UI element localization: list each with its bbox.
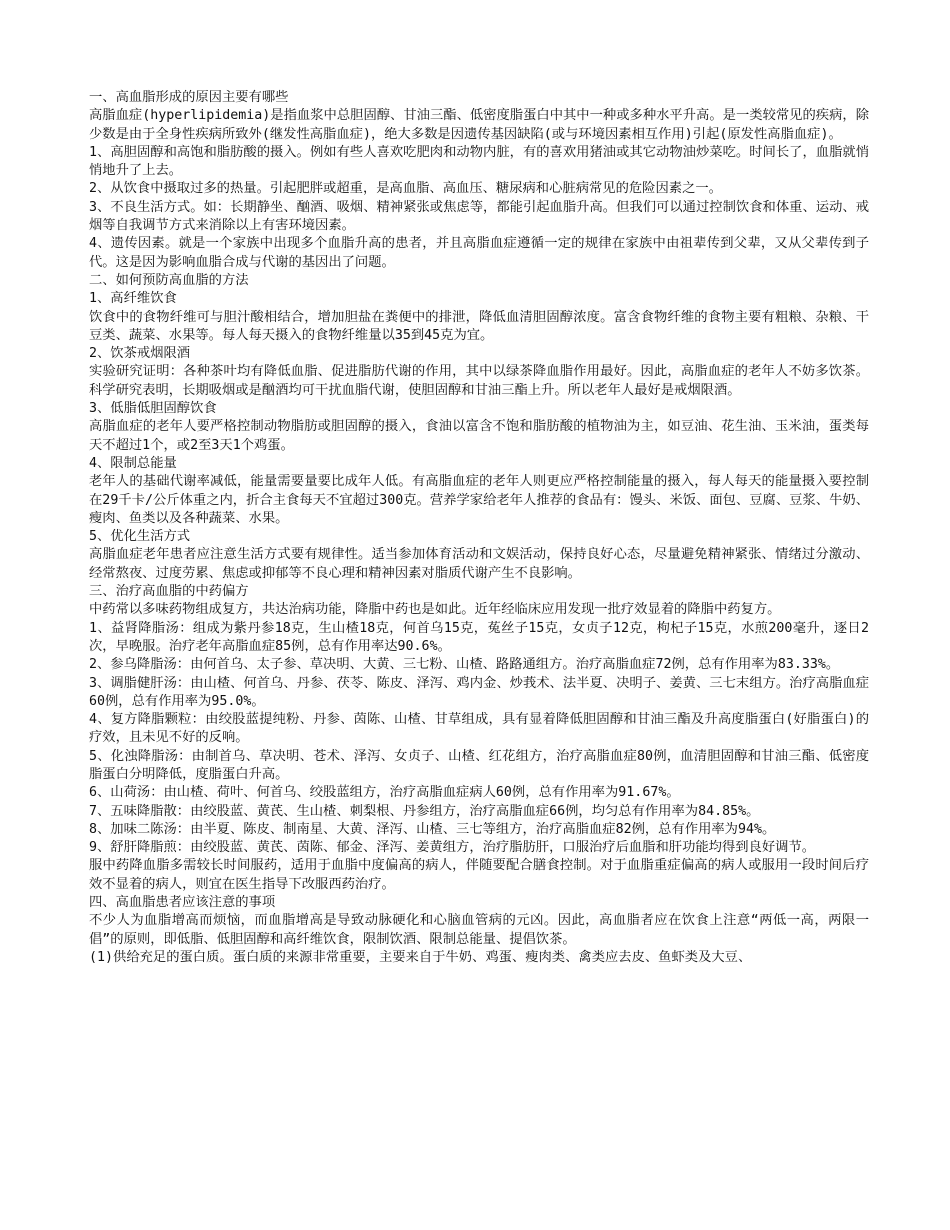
prevention-subheading-3: 3、低脂低胆固醇饮食: [89, 401, 217, 417]
prevention-paragraph-1: 饮食中的食物纤维可与胆汁酸相结合，增加胆盐在粪便中的排泄，降低血清胆固醇浓度。富含食物纤维的食物主要有粗粮、杂粮、干豆类、蔬菜、水果等。每人每天摄入的食物纤维量以35到45克为宜。: [89, 309, 869, 343]
remedies-note: 服中药降血脂多需较长时间服药，适用于血脂中度偏高的病人，伴随要配合膳食控制。对于血脂重症偏高的病人或服用一段时间后疗效不显着的病人，则宜在医生指导下改服西药治疗。: [89, 858, 869, 892]
cause-item-3: 3、不良生活方式。如：长期静坐、酗酒、吸烟、精神紧张或焦虑等，都能引起血脂升高。但我们可以通过控制饮食和体重、运动、戒烟等自我调节方式来消除以上有害环境因素。: [89, 199, 869, 234]
cause-item-2: 2、从饮食中摄取过多的热量。引起肥胖或超重，是高血脂、高血压、糖尿病和心脏病常见的危险因素之一。: [89, 181, 722, 197]
document-body: [89, 89, 869, 967]
remedy-item-6: 6、山荷汤：由山楂、荷叶、何首乌、绞股蓝组方，治疗高脂血症病人60例，总有作用率为91.67%。: [89, 785, 680, 801]
section-heading-precautions: 四、高血脂患者应该注意的事项: [89, 895, 276, 911]
precautions-intro: 不少人为血脂增高而烦恼，而血脂增高是导致动脉硬化和心脑血管病的元凶。因此，高血脂者应在饮食上注意“两低一高，两限一倡”的原则，即低脂、低胆固醇和高纤维饮食，限制饮酒、限制总能量、提倡饮茶。: [89, 913, 869, 947]
prevention-paragraph-4: 老年人的基础代谢率减低，能量需要量要比成年人低。有高脂血症的老年人则更应严格控制能量的摄入，每人每天的能量摄入要控制在29千卡/公斤体重之内，折合主食每天不宜超过300克。营养学家给老年人推荐的食品有：馒头、米饭、面包、豆腐、豆浆、牛奶、瘦肉、鱼类以及各种蔬菜、水果。: [89, 474, 869, 526]
prevention-subheading-5: 5、优化生活方式: [89, 529, 191, 545]
section-heading-causes: 一、高血脂形成的原因主要有哪些: [89, 90, 289, 105]
prevention-subheading-2: 2、饮茶戒烟限酒: [89, 346, 191, 362]
prevention-subheading-1: 1、高纤维饮食: [89, 291, 177, 307]
section-heading-remedies: 三、治疗高血脂的中药偏方: [89, 584, 249, 600]
remedy-item-3: 3、调脂健肝汤：由山楂、何首乌、丹参、茯苓、陈皮、泽泻、鸡内金、炒莪术、法半夏、决明子、姜黄、三七末组方。治疗高脂血症60例，总有作用率为95.0%。: [89, 675, 869, 709]
precaution-item-1: (1)供给充足的蛋白质。蛋白质的来源非常重要，主要来自于牛奶、鸡蛋、瘦肉类、禽类应去皮、鱼虾类及大豆、: [89, 949, 752, 965]
remedy-item-4: 4、复方降脂颗粒：由绞股蓝提纯粉、丹参、茵陈、山楂、甘草组成，具有显着降低胆固醇和甘油三酯及升高度脂蛋白(好脂蛋白)的疗效，且未见不好的反响。: [89, 712, 869, 746]
prevention-paragraph-3: 高脂血症的老年人要严格控制动物脂肪或胆固醇的摄入，食油以富含不饱和脂肪酸的植物油为主，如豆油、花生油、玉米油，蛋类每天不超过1个，或2至3天1个鸡蛋。: [89, 419, 869, 453]
remedies-intro: 中药常以多味药物组成复方，共达治病功能，降脂中药也是如此。近年经临床应用发现一批疗效显着的降脂中药复方。: [89, 602, 781, 618]
prevention-paragraph-2: 实验研究证明：各种茶叶均有降低血脂、促进脂肪代谢的作用，其中以绿茶降血脂作用最好。因此，高脂血症的老年人不妨多饮茶。科学研究表明，长期吸烟或是酗酒均可干扰血脂代谢，使胆固醇和甘油三酯上升。所以老年人最好是戒烟限酒。: [89, 364, 869, 398]
remedy-item-8: 8、加味二陈汤：由半夏、陈皮、制南星、大黄、泽泻、山楂、三七等组方，治疗高脂血症82例，总有作用率为94%。: [89, 821, 776, 837]
remedy-item-5: 5、化浊降脂汤：由制首乌、草决明、苍术、泽泻、女贞子、山楂、红花组方，治疗高脂血症80例，血清胆固醇和甘油三酯、低密度脂蛋白分明降低，度脂蛋白升高。: [89, 748, 869, 782]
cause-item-1: 1、高胆固醇和高饱和脂肪酸的摄入。例如有些人喜欢吃肥肉和动物内脏，有的喜欢用猪油或其它动物油炒菜吃。时间长了，血脂就悄悄地升了上去。: [89, 144, 869, 179]
prevention-paragraph-5: 高脂血症老年患者应注意生活方式要有规律性。适当参加体育活动和文娱活动，保持良好心态，尽量避免精神紧张、情绪过分激动、经常熬夜、过度劳累、焦虑或抑郁等不良心理和精神因素对脂质代谢产生不良影响。: [89, 547, 869, 581]
remedy-item-2: 2、参乌降脂汤：由何首乌、太子参、草决明、大黄、三七粉、山楂、路路通组方。治疗高脂血症72例，总有作用率为83.33%。: [89, 657, 840, 673]
remedy-item-7: 7、五味降脂散：由绞股蓝、黄芪、生山楂、刺梨根、丹参组方，治疗高脂血症66例，均匀总有作用率为84.85%。: [89, 803, 760, 819]
remedy-item-1: 1、益肾降脂汤：组成为紫丹参18克，生山楂18克，何首乌15克，菟丝子15克，女贞子12克，枸杞子15克，水煎200毫升，逐日2次，早晚服。治疗老年高脂血症85例，总有作用率达90.6%。: [89, 620, 869, 654]
paragraph-definition: 高脂血症(hyperlipidemia)是指血浆中总胆固醇、甘油三酯、低密度脂蛋白中其中一种或多种水平升高。是一类较常见的疾病，除少数是由于全身性疾病所致外(继发性高脂血症)，绝大多数是因遗传基因缺陷(或与环境因素相互作用)引起(原发性高脂血症)。: [89, 108, 869, 142]
remedy-item-9: 9、舒肝降脂煎：由绞股蓝、黄芪、茵陈、郁金、泽泻、姜黄组方，治疗脂肪肝，口服治疗后血脂和肝功能均得到良好调节。: [89, 840, 816, 856]
prevention-subheading-4: 4、限制总能量: [89, 455, 177, 471]
cause-item-4: 4、遗传因素。就是一个家族中出现多个血脂升高的患者，并且高脂血症遵循一定的规律在家族中由祖辈传到父辈，又从父辈传到子代。这是因为影响血脂合成与代谢的基因出了问题。: [89, 236, 869, 270]
section-heading-prevention: 二、如何预防高血脂的方法: [89, 272, 249, 288]
